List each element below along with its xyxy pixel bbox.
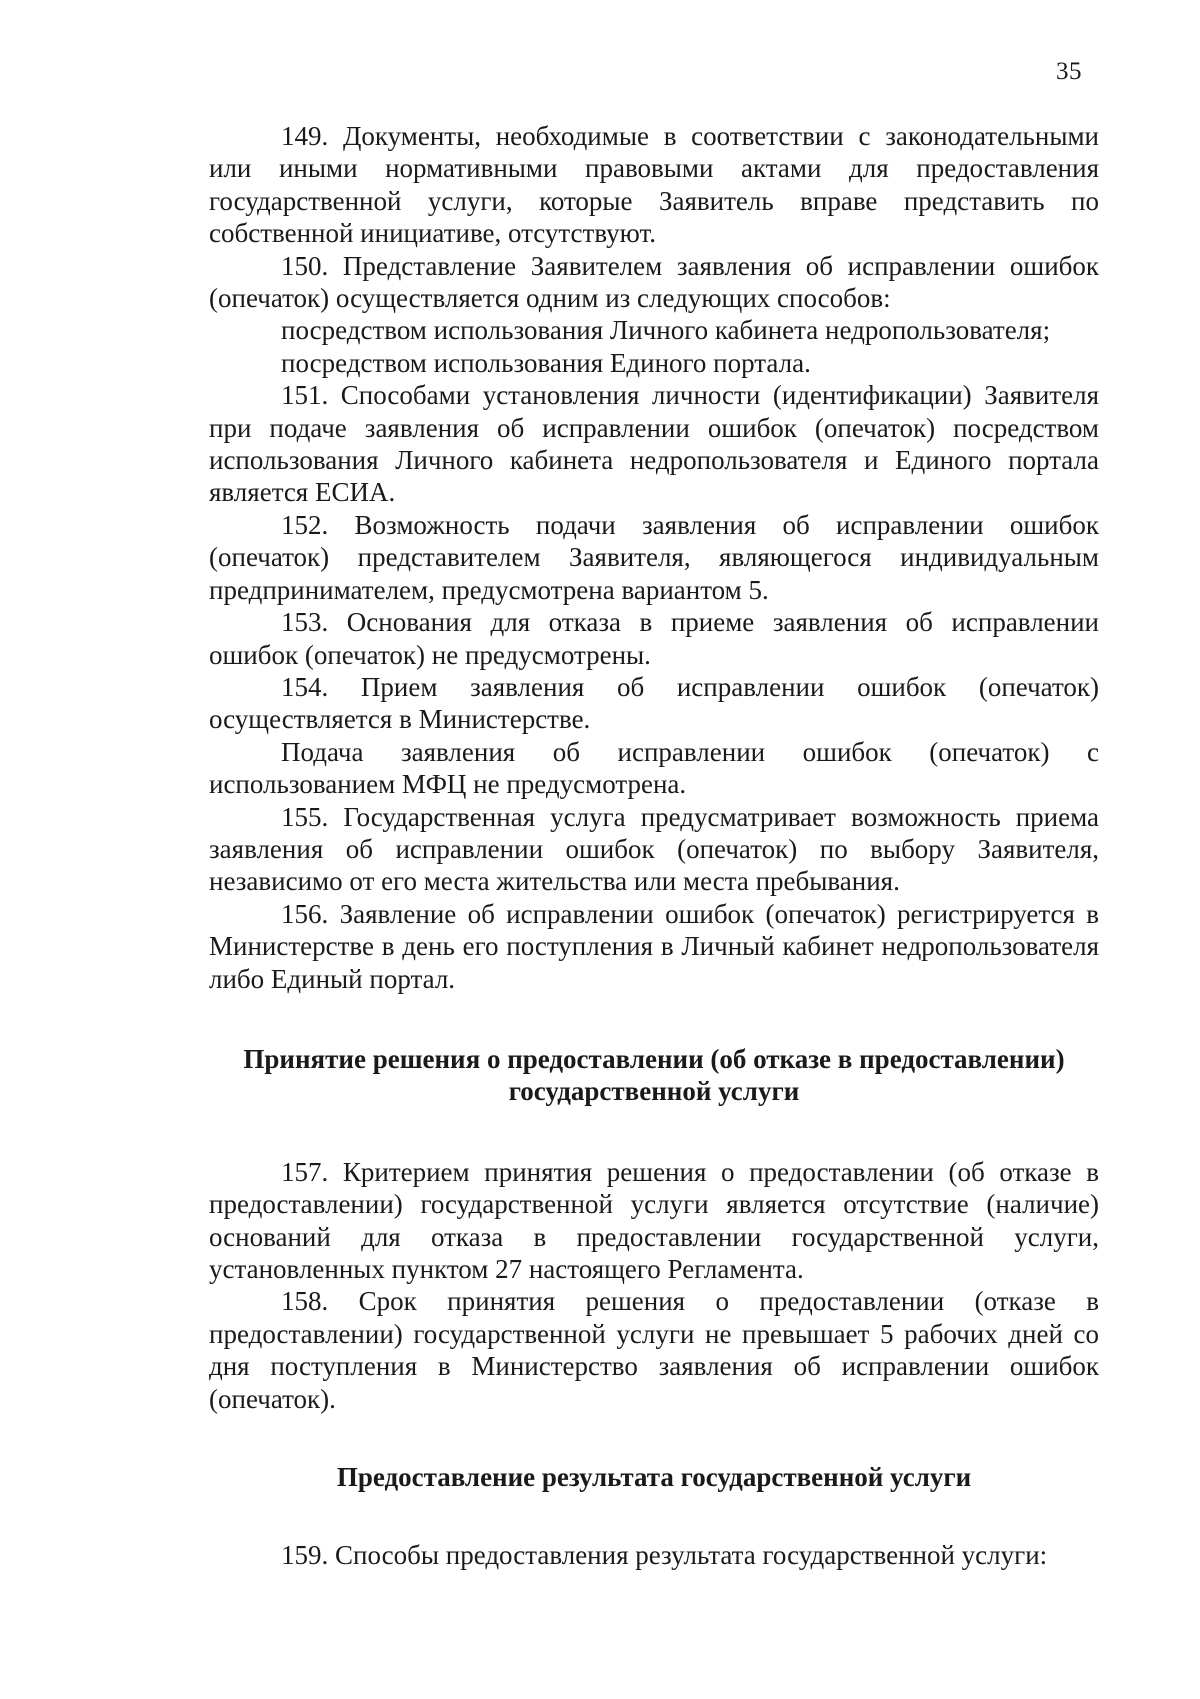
section-spacer [209,1108,1099,1156]
paragraph-157: 157. Критерием принятия решения о предоставлении (об отказе в предоставлении) государственной услуги является отсутствие (наличие) оснований для отказа в предоставлении государственной услуги, установленных пунктом 27 настоящего Регламента. [209,1156,1099,1284]
list-item: посредством использования Личного кабинета недропользователя; [281,315,1051,346]
section-spacer [209,1493,1099,1539]
section-spacer [209,995,1099,1043]
paragraph-159: 159. Способы предоставления результата государственной услуги: [281,1540,1048,1571]
page-number: 35 [1056,58,1082,85]
document-body [209,120,1099,1572]
paragraph-154-note: Подача заявления об исправлении ошибок (опечаток) с использованием МФЦ не предусмотрена. [209,736,1099,800]
paragraph-149: 149. Документы, необходимые в соответствии с законодательными или иными нормативными правовыми актами для предоставления государственной услуги, которые Заявитель вправе представить по собственной инициативе, отсутствуют. [209,121,1099,249]
paragraph-150: 150. Представление Заявителем заявления об исправлении ошибок (опечаток) осуществляется одним из следующих способов: [209,250,1099,314]
section-heading-decision: Принятие решения о предоставлении (об отказе в предоставлении) государственной услуги [243,1043,1065,1107]
paragraph-154: 154. Прием заявления об исправлении ошибок (опечаток) осуществляется в Министерстве. [209,671,1099,735]
paragraph-156: 156. Заявление об исправлении ошибок (опечаток) регистрируется в Министерстве в день его поступления в Личный кабинет недропользователя либо Единый портал. [209,898,1099,994]
paragraph-151: 151. Способами установления личности (идентификации) Заявителя при подаче заявления об исправлении ошибок (опечаток) посредством использования Личного кабинета недропользователя и Единого портала является ЕСИА. [209,380,1099,508]
paragraph-155: 155. Государственная услуга предусматривает возможность приема заявления об исправлении ошибок (опечаток) по выбору Заявителя, независимо от его места жительства или места пребывания. [209,801,1099,897]
paragraph-158: 158. Срок принятия решения о предоставлении (отказе в предоставлении) государственной услуги не превышает 5 рабочих дней со дня поступления в Министерство заявления об исправлении ошибок (опечаток). [209,1286,1099,1414]
paragraph-153: 153. Основания для отказа в приеме заявления об исправлении ошибок (опечаток) не предусмотрены. [209,607,1099,670]
section-spacer [209,1415,1099,1461]
section-heading-result: Предоставление результата государственной услуги [336,1462,972,1493]
paragraph-152: 152. Возможность подачи заявления об исправлении ошибок (опечаток) представителем Заявителя, являющегося индивидуальным предпринимателем, предусмотрена вариантом 5. [209,509,1099,605]
list-item: посредством использования Единого портала. [281,347,811,378]
